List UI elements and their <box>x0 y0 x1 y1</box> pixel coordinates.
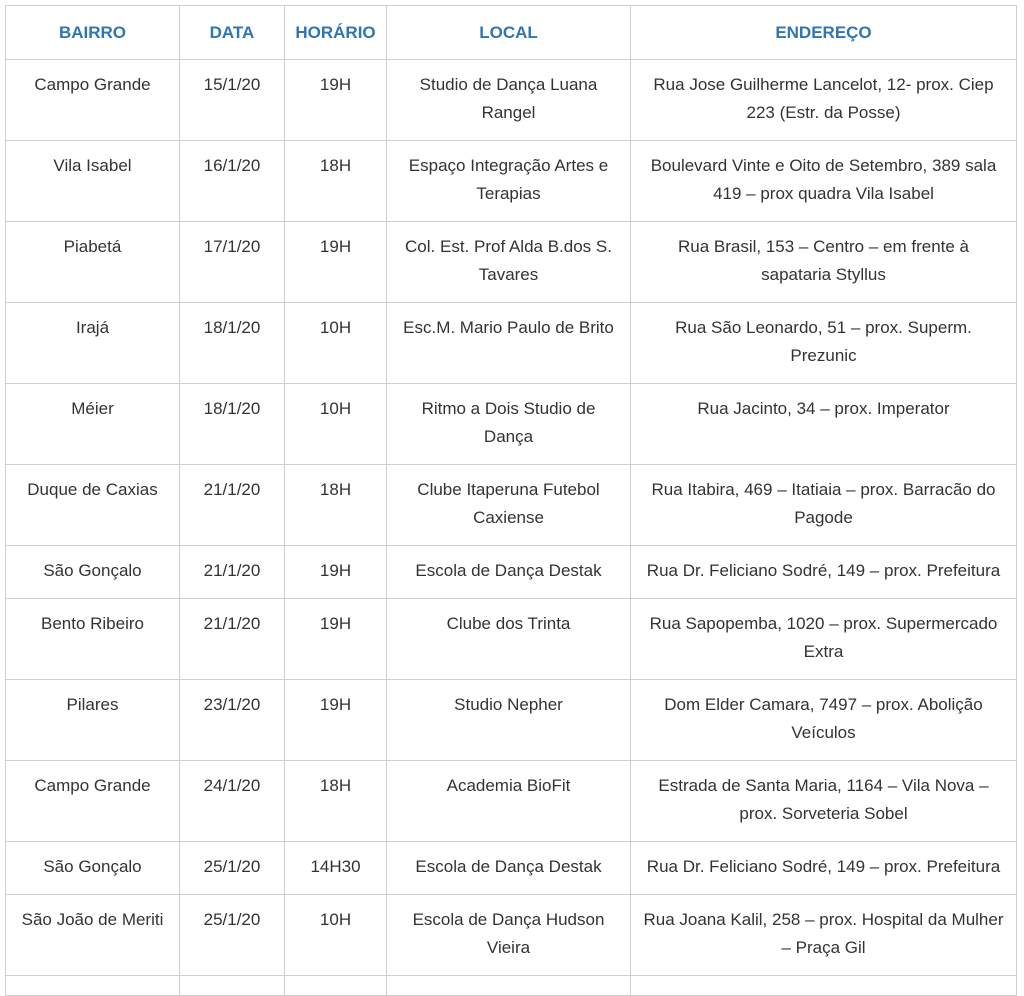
table-row <box>6 60 1017 141</box>
cell-bairro: Campo Grande <box>6 60 180 141</box>
schedule-table <box>5 5 1017 996</box>
cell-local: Col. Est. Prof Alda B.dos S. Tavares <box>387 222 631 303</box>
cell-empty <box>6 976 180 996</box>
cell-local: Ritmo a Dois Studio de Dança <box>387 384 631 465</box>
cell-data: 21/1/20 <box>180 546 285 599</box>
cell-endereco: Rua Jose Guilherme Lancelot, 12- prox. Ciep 223 (Estr. da Posse) <box>631 60 1017 141</box>
cell-horario: 10H <box>285 384 387 465</box>
cell-bairro: São Gonçalo <box>6 842 180 895</box>
cell-bairro: Pilares <box>6 680 180 761</box>
cell-data: 25/1/20 <box>180 895 285 976</box>
column-header-bairro: BAIRRO <box>6 6 180 60</box>
cell-horario: 18H <box>285 141 387 222</box>
table-row <box>6 895 1017 976</box>
cell-local: Escola de Dança Destak <box>387 842 631 895</box>
table-row <box>6 546 1017 599</box>
cell-local: Escola de Dança Hudson Vieira <box>387 895 631 976</box>
cell-local: Clube Itaperuna Futebol Caxiense <box>387 465 631 546</box>
table-row <box>6 465 1017 546</box>
table-row <box>6 222 1017 303</box>
cell-endereco: Rua Jacinto, 34 – prox. Imperator <box>631 384 1017 465</box>
table-row <box>6 303 1017 384</box>
cell-data: 21/1/20 <box>180 465 285 546</box>
cell-horario: 19H <box>285 546 387 599</box>
table-row <box>6 384 1017 465</box>
cell-bairro: São Gonçalo <box>6 546 180 599</box>
cell-horario: 19H <box>285 680 387 761</box>
cell-data: 18/1/20 <box>180 384 285 465</box>
cell-bairro: Campo Grande <box>6 761 180 842</box>
cell-bairro: Irajá <box>6 303 180 384</box>
column-header-horario: HORÁRIO <box>285 6 387 60</box>
cell-data: 17/1/20 <box>180 222 285 303</box>
header-row <box>6 6 1017 60</box>
cell-data: 15/1/20 <box>180 60 285 141</box>
cell-bairro: Méier <box>6 384 180 465</box>
cell-empty <box>631 976 1017 996</box>
cell-local: Academia BioFit <box>387 761 631 842</box>
cell-empty <box>285 976 387 996</box>
cell-horario: 19H <box>285 222 387 303</box>
cell-local: Esc.M. Mario Paulo de Brito <box>387 303 631 384</box>
cell-endereco: Rua Joana Kalil, 258 – prox. Hospital da Mulher – Praça Gil <box>631 895 1017 976</box>
cell-local: Studio de Dança Luana Rangel <box>387 60 631 141</box>
table-row <box>6 599 1017 680</box>
cell-bairro: Bento Ribeiro <box>6 599 180 680</box>
cell-bairro: Vila Isabel <box>6 141 180 222</box>
cell-local: Espaço Integração Artes e Terapias <box>387 141 631 222</box>
cell-data: 18/1/20 <box>180 303 285 384</box>
table-row <box>6 761 1017 842</box>
table-row-partial <box>6 976 1017 996</box>
cell-data: 16/1/20 <box>180 141 285 222</box>
cell-endereco: Rua Brasil, 153 – Centro – em frente à sapataria Styllus <box>631 222 1017 303</box>
cell-bairro: Piabetá <box>6 222 180 303</box>
cell-data: 25/1/20 <box>180 842 285 895</box>
cell-horario: 14H30 <box>285 842 387 895</box>
cell-endereco: Rua São Leonardo, 51 – prox. Superm. Prezunic <box>631 303 1017 384</box>
cell-horario: 19H <box>285 60 387 141</box>
cell-local: Clube dos Trinta <box>387 599 631 680</box>
cell-data: 23/1/20 <box>180 680 285 761</box>
cell-bairro: Duque de Caxias <box>6 465 180 546</box>
cell-endereco: Rua Dr. Feliciano Sodré, 149 – prox. Prefeitura <box>631 842 1017 895</box>
column-header-endereco: ENDEREÇO <box>631 6 1017 60</box>
cell-local: Studio Nepher <box>387 680 631 761</box>
cell-horario: 10H <box>285 895 387 976</box>
cell-data: 21/1/20 <box>180 599 285 680</box>
table-row <box>6 141 1017 222</box>
cell-bairro: São João de Meriti <box>6 895 180 976</box>
cell-horario: 18H <box>285 761 387 842</box>
table-row <box>6 680 1017 761</box>
cell-empty <box>180 976 285 996</box>
column-header-local: LOCAL <box>387 6 631 60</box>
cell-endereco: Rua Itabira, 469 – Itatiaia – prox. Barracão do Pagode <box>631 465 1017 546</box>
cell-horario: 18H <box>285 465 387 546</box>
cell-endereco: Estrada de Santa Maria, 1164 – Vila Nova – prox. Sorveteria Sobel <box>631 761 1017 842</box>
cell-data: 24/1/20 <box>180 761 285 842</box>
cell-horario: 19H <box>285 599 387 680</box>
column-header-data: DATA <box>180 6 285 60</box>
cell-horario: 10H <box>285 303 387 384</box>
cell-endereco: Boulevard Vinte e Oito de Setembro, 389 sala 419 – prox quadra Vila Isabel <box>631 141 1017 222</box>
cell-endereco: Rua Dr. Feliciano Sodré, 149 – prox. Prefeitura <box>631 546 1017 599</box>
table-row <box>6 842 1017 895</box>
cell-empty <box>387 976 631 996</box>
cell-endereco: Rua Sapopemba, 1020 – prox. Supermercado Extra <box>631 599 1017 680</box>
cell-endereco: Dom Elder Camara, 7497 – prox. Abolição Veículos <box>631 680 1017 761</box>
cell-local: Escola de Dança Destak <box>387 546 631 599</box>
